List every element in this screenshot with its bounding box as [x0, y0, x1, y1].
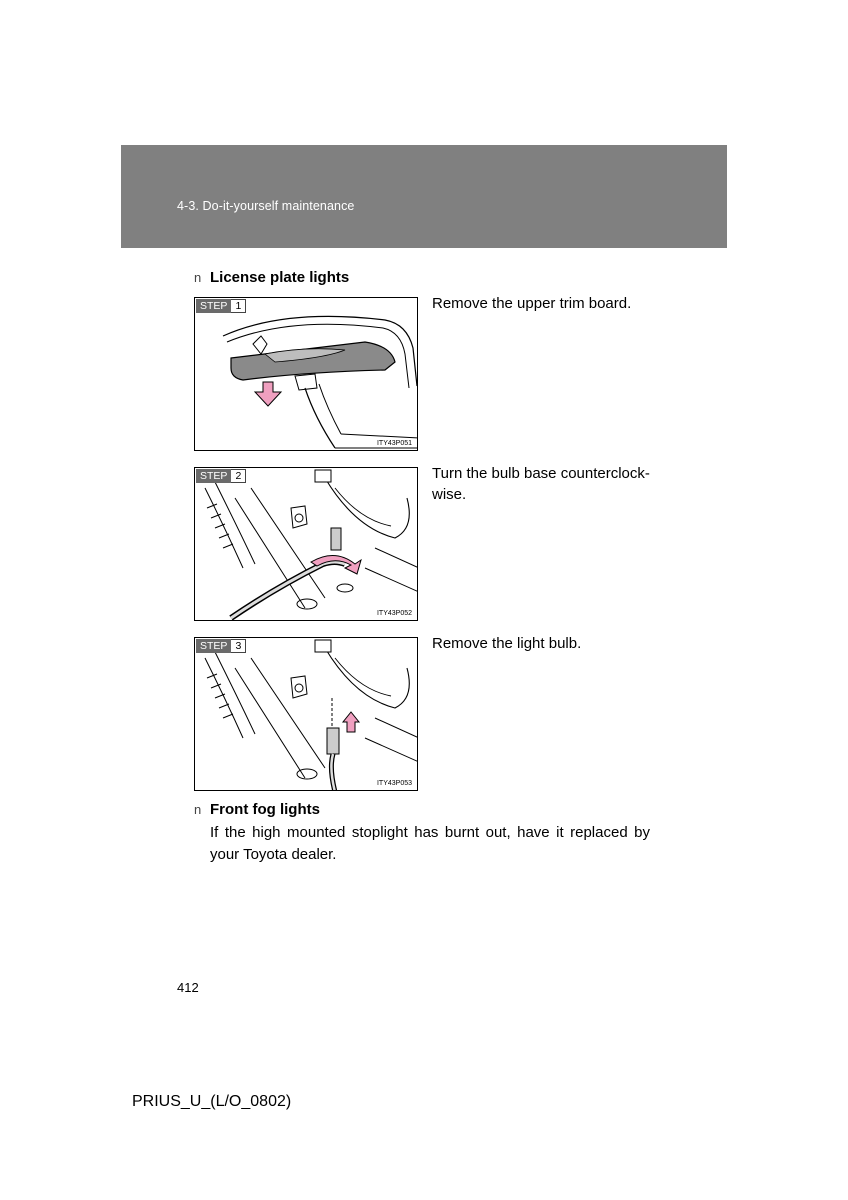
section-heading-license-plate-lights — [194, 269, 349, 286]
bullet-icon: n — [194, 270, 202, 285]
figure-code: ITY43P052 — [376, 610, 412, 617]
step-number: 2 — [231, 469, 246, 483]
step-badge — [196, 299, 246, 313]
figure-step-2 — [194, 467, 418, 621]
section-heading-front-fog-lights — [194, 801, 320, 818]
bulb-base-illustration — [195, 468, 418, 621]
chapter-header-band — [121, 145, 727, 248]
document-code: PRIUS_U_(L/O_0802) — [132, 1093, 292, 1110]
arrow-up-icon — [343, 712, 359, 732]
figure-code: ITY43P053 — [376, 780, 412, 787]
step-3-text: Remove the light bulb. — [432, 635, 582, 652]
step-2-text: Turn the bulb base counterclock-wise. — [432, 465, 650, 503]
figure-code: ITY43P051 — [376, 440, 412, 447]
step-badge — [196, 469, 246, 483]
step-label: STEP — [196, 639, 231, 653]
step-label: STEP — [196, 299, 231, 313]
chapter-section-title: 4-3. Do-it-yourself maintenance — [177, 199, 355, 213]
trim-board-illustration — [195, 298, 418, 451]
step-badge — [196, 639, 246, 653]
step-1-text: Remove the upper trim board. — [432, 295, 632, 312]
bullet-icon: n — [194, 802, 202, 817]
step-number: 3 — [231, 639, 246, 653]
page-number: 412 — [177, 980, 199, 995]
figure-step-3 — [194, 637, 418, 791]
section-title: License plate lights — [210, 269, 350, 286]
arrow-down-icon — [255, 382, 281, 406]
section-title: Front fog lights — [210, 801, 320, 818]
step-label: STEP — [196, 469, 231, 483]
fog-lights-paragraph: If the high mounted stoplight has burnt out, have it replaced by your Toyota dealer. — [210, 824, 650, 863]
light-bulb-illustration — [195, 638, 418, 791]
figure-step-1 — [194, 297, 418, 451]
step-number: 1 — [231, 299, 246, 313]
